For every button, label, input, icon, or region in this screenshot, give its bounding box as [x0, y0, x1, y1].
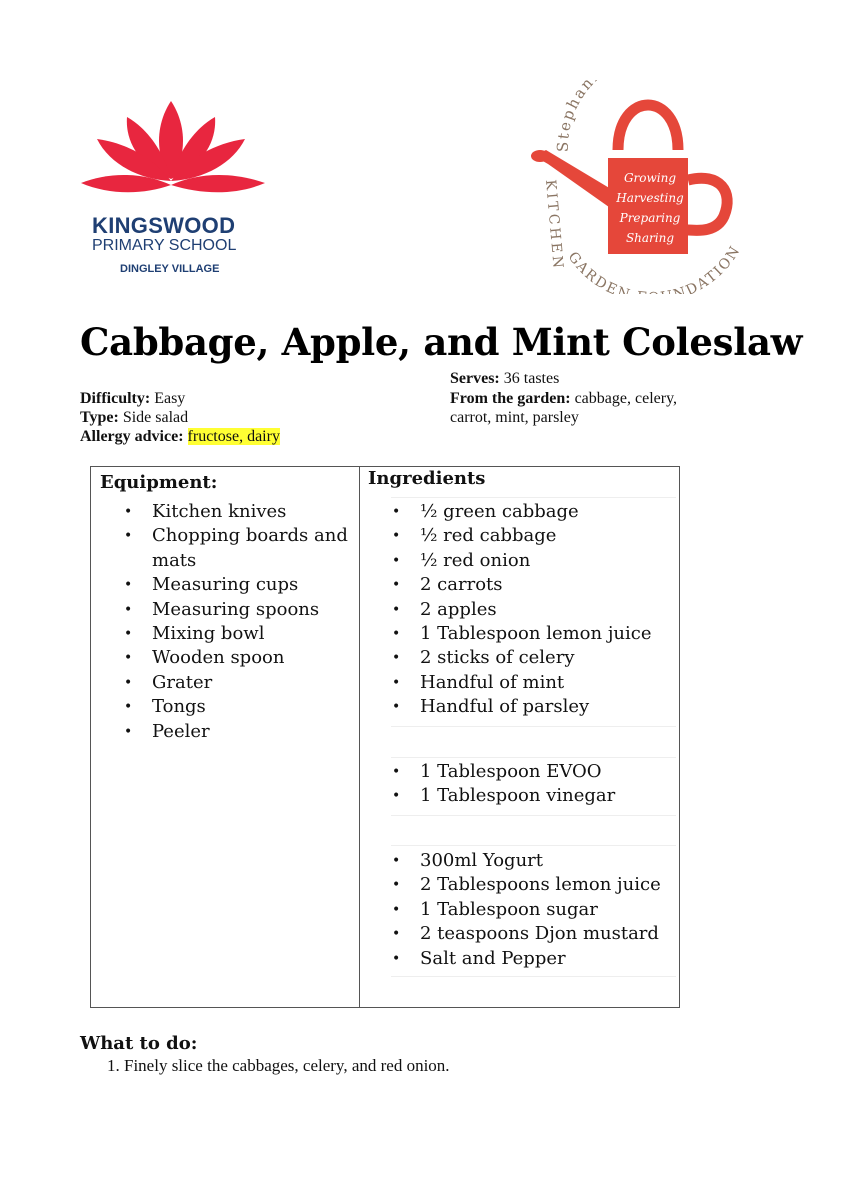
ingredient-item: • 2 apples: [392, 598, 677, 622]
ingredient-item: • 1 Tablespoon sugar: [392, 898, 677, 922]
ingredients-rule: [391, 815, 676, 816]
difficulty-value: Easy: [154, 390, 186, 407]
foundation-arc-name: Stephan: [553, 80, 598, 153]
method-step: 1. Finely slice the cabbages, celery, and red onion.: [107, 1056, 450, 1075]
school-name: KINGSWOOD: [92, 213, 236, 238]
equipment-item: mats: [152, 549, 197, 571]
type-value: Side salad: [122, 409, 189, 426]
ingredient-item: • 2 sticks of celery: [392, 646, 677, 670]
type-label: Type:: [80, 409, 119, 426]
serves-line: [450, 369, 559, 388]
equipment-list: [124, 500, 354, 744]
allergy-line: [80, 427, 280, 446]
ingredient-item: • ½ red onion: [392, 549, 677, 573]
page-title: Cabbage, Apple, and Mint Coleslaw: [80, 320, 803, 364]
equipment-item: • Chopping boards and: [124, 524, 354, 548]
equipment-item: • Measuring spoons: [124, 598, 354, 622]
equipment-item: • Wooden spoon: [124, 646, 354, 670]
can-line-4: Sharing: [625, 231, 675, 245]
ingredient-item: • Handful of mint: [392, 671, 677, 695]
ingredients-heading: Ingredients: [368, 468, 486, 489]
equipment-heading: Equipment:: [100, 472, 218, 493]
serves-label: Serves:: [450, 370, 500, 387]
school-location: DINGLEY VILLAGE: [120, 263, 220, 275]
ingredient-item: • 1 Tablespoon vinegar: [392, 784, 677, 808]
ingredient-item: • Handful of parsley: [392, 695, 677, 719]
can-line-2: Harvesting: [616, 191, 684, 205]
ingredients-list-dressing-oil: [392, 760, 677, 809]
method-heading: What to do:: [80, 1033, 198, 1054]
equipment-item: • Peeler: [124, 720, 354, 744]
ingredients-rule: [391, 976, 676, 977]
can-line-3: Preparing: [619, 211, 681, 225]
ingredients-rule: [391, 497, 676, 498]
allergy-value: fructose, dairy: [187, 428, 280, 445]
allergy-label: Allergy advice:: [80, 428, 184, 445]
equipment-item: • Tongs: [124, 695, 354, 719]
ingredients-rule: [391, 726, 676, 727]
ingredients-rule: [391, 757, 676, 758]
school-subtitle: PRIMARY SCHOOL: [92, 237, 237, 254]
foundation-kitchen-text: KITCHEN: [542, 178, 566, 272]
ingredients-list-dressing-yogurt: [392, 849, 677, 971]
ingredient-item: • 2 Tablespoons lemon juice: [392, 873, 677, 897]
garden-line-2: carrot, mint, parsley: [450, 409, 579, 426]
ingredients-list-vegetables: [392, 500, 677, 720]
foundation-bottom-text: GARDEN NDATION: [564, 242, 745, 294]
ingredient-item: • 1 Tablespoon lemon juice: [392, 622, 677, 646]
column-divider: [359, 467, 360, 1007]
equipment-item: • Measuring cups: [124, 573, 354, 597]
ingredient-item: • ½ red cabbage: [392, 524, 677, 548]
ingredient-item: • 1 Tablespoon EVOO: [392, 760, 677, 784]
garden-label: From the garden:: [450, 390, 571, 407]
equipment-item: • Mixing bowl: [124, 622, 354, 646]
equipment-item: • Grater: [124, 671, 354, 695]
ingredient-item: • Salt and Pepper: [392, 947, 677, 971]
ingredient-item: • 2 teaspoons Djon mustard: [392, 922, 677, 946]
garden-value-1: cabbage, celery,: [574, 390, 678, 407]
ingredient-item: • ½ green cabbage: [392, 500, 677, 524]
type-line: [80, 408, 188, 427]
kingswood-school-logo: [70, 95, 280, 285]
lotus-flower-icon: [75, 95, 270, 205]
can-line-1: Growing: [623, 171, 677, 185]
ingredient-item: • 2 carrots: [392, 573, 677, 597]
serves-value: 36 tastes: [503, 370, 560, 387]
ingredients-rule: [391, 845, 676, 846]
difficulty-label: Difficulty:: [80, 390, 151, 407]
difficulty-line: [80, 389, 185, 408]
equipment-item: • Kitchen knives: [124, 500, 354, 524]
kitchen-garden-foundation-logo: [528, 80, 764, 294]
recipe-table: [90, 466, 680, 1008]
garden-line: [450, 389, 677, 408]
ingredient-item: • 300ml Yogurt: [392, 849, 677, 873]
